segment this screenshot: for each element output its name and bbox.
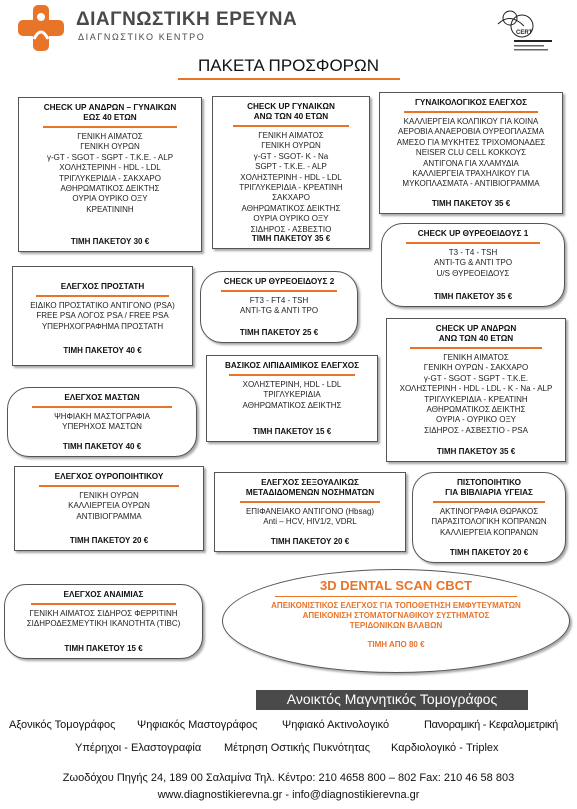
list-item: ΠΑΡΑΣΙΤΟΛΟΓΙΚΗ ΚΟΠΡΑΝΩΝ <box>431 517 547 527</box>
package-title: ΓΥΝΑΙΚΟΛΟΓΙΚΟΣ ΕΛΕΓΧΟΣ <box>414 98 528 107</box>
list-item: γ-GT - SGOT- K - Na <box>253 151 329 161</box>
service-mammography: Ψηφιακός Μαστογράφος <box>137 719 258 731</box>
package-price: ΤΙΜΗ ΠΑΚΕΤΟΥ 20 € <box>449 548 529 557</box>
list-item: ΚΑΛΛΙΕΡΓΕΙΑ ΤΡΑΧΗΛΙΚΟΥ ΓΙΑ <box>412 169 530 179</box>
list-item: ΤΕΡΙΔΟΝΙΚΩΝ ΒΛΑΒΩΝ <box>349 621 443 630</box>
package-thyroid-2 <box>200 271 358 343</box>
package-price: ΤΙΜΗ ΠΑΚΕΤΟΥ 15 € <box>252 427 332 436</box>
package-price: ΤΙΜΗ ΠΑΚΕΤΟΥ 35 € <box>436 447 516 456</box>
list-item: ΑΘΗΡΩΜΑΤΙΚΟΣ ΔΕΙΚΤΗΣ <box>426 405 526 415</box>
list-item: ΚΑΛΛΙΕΡΓΕΙΑ ΚΟΛΠΙΚΟΥ ΓΙΑ ΚΟΙΝΑ <box>403 117 539 126</box>
package-breast <box>7 387 197 457</box>
list-item: ΣΙΔΗΡΟΔΕΣΜΕΥΤΙΚΗ ΙΚΑΝΟΤΗΤΑ (TIBC) <box>26 619 181 629</box>
list-item: γ-GT - SGOT - SGPT - T.K.E. - ALP <box>46 152 174 162</box>
package-items <box>8 412 196 433</box>
list-item: Anti – HCV, HIV1/2, VDRL <box>263 517 357 527</box>
package-price: ΤΙΜΗ ΠΑΚΕΤΟΥ 35 € <box>431 199 511 208</box>
list-item: SGPT - T.K.E. - ALP <box>255 162 327 172</box>
list-item: ΣΑΚΧΑΡΟ <box>272 193 310 203</box>
package-price: ΤΙΜΗ ΠΑΚΕΤΟΥ 35 € <box>433 292 513 301</box>
list-item: ΑΝΤΙΒΙΟΓΡΑΜΜΑ <box>76 511 142 521</box>
list-item: FT3 - FT4 - TSH <box>249 296 309 305</box>
mri-banner-text: Ανοικτός Μαγνητικός Τομογράφος <box>286 691 498 707</box>
list-item: γ-GT - SGOT - SGPT - T.K.E. <box>423 373 529 383</box>
list-item: ΟΥΡΙΑ ΟΥΡΙΚΟ ΟΞΥ <box>253 214 329 224</box>
footer-web-email-link[interactable]: www.diagnostikierevna.gr - info@diagnostikierevna.gr <box>157 789 420 801</box>
package-gynecological <box>379 92 563 214</box>
package-price: ΤΙΜΗ ΠΑΚΕΤΟΥ 20 € <box>270 537 350 546</box>
list-item: ΣΙΔΗΡΟΣ - ΑΣΒΕΣΤΙΟ - PSA <box>424 425 528 435</box>
list-item: ΓΕΝΙΚΗ ΟΥΡΩΝ <box>80 142 140 152</box>
package-title: ΕΛΕΓΧΟΣ ΣΕΞΟΥΑΛΙΚΩΣ ΜΕΤΑΔΙΔΟΜΕΝΩΝ ΝΟΣΗΜΑΤΩΝ <box>245 478 375 497</box>
package-items <box>201 296 357 317</box>
list-item: ΑΜΕΣΟ ΓΙΑ ΜΥΚΗΤΕΣ ΤΡΙΧΟΜΟΝΑΔΕΣ <box>396 137 546 147</box>
list-item: ΓΕΝΙΚΗ ΟΥΡΩΝ <box>261 141 321 151</box>
package-anemia <box>4 584 203 659</box>
package-price: ΤΙΜΗ ΠΑΚΕΤΟΥ 40 € <box>63 346 142 355</box>
list-item: ΚΑΛΛΙΕΡΓΕΙΑ ΚΟΠΡΑΝΩΝ <box>439 527 539 537</box>
list-item: ΓΕΝΙΚΗ ΑΙΜΑΤΟΣ ΣΙΔΗΡΟΣ ΦΕΡΡΙΤΙΝΗ <box>29 609 178 618</box>
service-bone-density: Μέτρηση Οστικής Πυκνότητας <box>224 742 371 754</box>
cert-badge <box>484 4 564 56</box>
list-item: NEISER CLU CELL ΚΟΚΚΟΥΣ <box>415 148 527 158</box>
service-xray: Ψηφιακό Ακτινολογικό <box>282 719 390 731</box>
package-items <box>413 507 565 538</box>
service-cardiology: Καρδιολογικό - Triplex <box>391 742 499 754</box>
package-items <box>5 609 202 630</box>
footer-address: Ζωοδόχου Πηγής 24, 189 00 Σαλαμίνα Τηλ. Κέντρο: 210 4658 800 – 802 Fax: 210 46 58 803 <box>62 772 515 784</box>
package-checkup-men-over-40 <box>386 318 566 462</box>
list-item: ΓΕΝΙΚΗ ΑΙΜΑΤΟΣ <box>443 353 509 362</box>
package-basic-lipid <box>206 355 378 442</box>
package-items <box>213 131 369 235</box>
package-items <box>19 132 201 215</box>
list-item: ΟΥΡΙΑ - ΟΥΡΙΚΟ ΟΞΥ <box>435 415 516 425</box>
page-title: ΠΑΚΕΤΑ ΠΡΟΣΦΟΡΩΝ <box>198 56 379 75</box>
list-item: ΤΡΙΓΛΥΚΕΡΙΔΙΑ - ΣΑΚΧΑΡΟ <box>59 173 161 183</box>
package-items <box>207 380 377 411</box>
package-title: ΕΛΕΓΧΟΣ ΑΝΑΙΜΙΑΣ <box>63 590 144 599</box>
list-item: U/S ΘΥΡΕΟΕΙΔΟΥΣ <box>436 268 510 278</box>
list-item: ΕΠΙΦΑΝΕΙΑΚΟ ΑΝΤΙΓΟΝΟ (Hbsag) <box>245 507 375 516</box>
package-items <box>15 491 203 522</box>
service-ultrasound: Υπέρηχοι - Ελαστογραφία <box>75 742 202 754</box>
package-title: ΕΛΕΓΧΟΣ ΜΑΣΤΩΝ <box>64 393 140 402</box>
list-item: ΑΚΤΙΝΟΓΡΑΦΙΑ ΘΩΡΑΚΟΣ <box>439 507 539 516</box>
dental-scan-offer <box>222 569 570 673</box>
brand-name: ΔΙΑΓΝΩΣΤΙΚΗ ΕΡΕΥΝΑ <box>76 9 298 30</box>
package-price: ΤΙΜΗ ΠΑΚΕΤΟΥ 20 € <box>69 536 149 545</box>
list-item: ΓΕΝΙΚΗ ΟΥΡΩΝ - ΣΑΚΧΑΡΟ <box>423 363 529 373</box>
brand-subtitle: ΔΙΑΓΝΩΣΤΙΚΟ ΚΕΝΤΡΟ <box>78 32 206 42</box>
service-ct: Αξονικός Τομογράφος <box>9 719 116 731</box>
package-title: ΕΛΕΓΧΟΣ ΟΥΡΟΠΟΙΗΤΙΚΟΥ <box>54 472 164 481</box>
package-title: ΕΛΕΓΧΟΣ ΠΡΟΣΤΑΤΗ <box>60 282 145 291</box>
cert-label: CERT <box>516 30 533 36</box>
brand-logo <box>16 3 66 53</box>
list-item: ΤΡΙΓΛΥΚΕΡΙΔΙΑ - ΚΡΕΑΤΙΝΗ <box>239 183 343 193</box>
list-item: ΑΘΗΡΩΜΑΤΙΚΟΣ ΔΕΙΚΤΗΣ <box>60 184 160 194</box>
list-item: ΓΕΝΙΚΗ ΑΙΜΑΤΟΣ <box>77 132 143 141</box>
package-title: CHECK UP ΑΝΔΡΩΝ ΑΝΩ ΤΩΝ 40 ΕΤΩΝ <box>435 324 517 343</box>
cross-logo-icon <box>16 3 66 53</box>
package-items <box>380 117 562 190</box>
list-item: ΑΘΗΡΩΜΑΤΙΚΟΣ ΔΕΙΚΤΗΣ <box>242 400 342 410</box>
package-prostate <box>12 266 193 366</box>
package-title: CHECK UP ΘΥΡΕΟΕΙΔΟΥΣ 2 <box>223 277 335 286</box>
package-price: ΤΙΜΗ ΠΑΚΕΤΟΥ 15 € <box>64 644 143 653</box>
list-item: ΑΘΗΡΩΜΑΤΙΚΟΣ ΔΕΙΚΤΗΣ <box>241 203 341 213</box>
list-item: ΑΠΕΙΚΟΝΙΣΤΙΚΟΣ ΕΛΕΓΧΟΣ ΓΙΑ ΤΟΠΟΘΕΤΗΣΗ ΕΜΦΥΤΕΥΜΑΤΩΝ <box>271 601 521 610</box>
list-item: ΑΝΤΙΓΟΝΑ ΓΙΑ ΧΛΑΜΥΔΙΑ <box>423 158 519 168</box>
package-items <box>387 353 565 436</box>
list-item: ΓΕΝΙΚΗ ΟΥΡΩΝ <box>79 491 139 500</box>
package-title: CHECK UP ΘΥΡΕΟΕΙΔΟΥΣ 1 <box>417 229 529 238</box>
dental-lines <box>223 601 569 631</box>
list-item: ΚΑΛΛΙΕΡΓΕΙΑ ΟΥΡΩΝ <box>68 501 150 511</box>
title-underline <box>178 78 400 80</box>
list-item: ANTI-TG & ANTI TPO <box>433 258 513 268</box>
package-thyroid-1 <box>381 223 565 307</box>
package-checkup-women-over-40 <box>212 96 370 249</box>
package-std <box>214 472 406 552</box>
list-item: T3 - T4 - TSH <box>448 248 498 257</box>
package-title: ΒΑΣΙΚΟΣ ΛΙΠΙΔΑΙΜΙΚΟΣ ΕΛΕΓΧΟΣ <box>224 361 360 370</box>
list-item: ΜΥΚΟΠΛΑΣΜΑΤΑ - ΑΝΤΙΒΙΟΓΡΑΜΜΑ <box>402 179 540 189</box>
list-item: ΕΙΔΙΚΟ ΠΡΟΣΤΑΤΙΚΟ ΑΝΤΙΓΟΝΟ (PSA) <box>30 301 175 310</box>
list-item: FREE PSA ΛΟΓΟΣ PSA / FREE PSA <box>36 311 169 321</box>
list-item: ΤΡΙΓΛΥΚΕΡΙΔΙΑ <box>263 390 321 400</box>
dental-price: ΤΙΜΗ ΑΠΟ 80 € <box>367 640 425 649</box>
package-price: ΤΙΜΗ ΠΑΚΕΤΟΥ 30 € <box>70 237 150 246</box>
list-item: ΧΟΛΗΣΤΕΡΙΝΗ - HDL - LDL - K - Na - ALP <box>399 384 553 394</box>
list-item: ΤΡΙΓΛΥΚΕΡΙΔΙΑ - ΚΡΕΑΤΙΝΗ <box>424 394 528 404</box>
service-panoramic: Πανοραμική - Κεφαλομετρική <box>424 719 559 731</box>
list-item: ΥΠΕΡΗΧΟΣ ΜΑΣΤΩΝ <box>62 422 142 432</box>
package-checkup-men-women-under-40 <box>18 97 202 252</box>
list-item: ΓΕΝΙΚΗ ΑΙΜΑΤΟΣ <box>258 131 324 140</box>
package-urinary <box>14 466 204 551</box>
package-price: ΤΙΜΗ ΠΑΚΕΤΟΥ 35 € <box>251 234 331 243</box>
package-health-certificate <box>412 472 566 563</box>
list-item: ΑΕΡΟΒΙΑ ΑΝΑΕΡΟΒΙΑ ΟΥΡΕΟΠΛΑΣΜΑ <box>397 127 545 137</box>
list-item: ΥΠΕΡΗΧΟΓΡΑΦΗΜΑ ΠΡΟΣΤΑΤΗ <box>41 321 164 331</box>
package-items <box>382 248 564 279</box>
package-items <box>215 507 405 528</box>
list-item: ΣΙΔΗΡΟΣ - ΑΣΒΕΣΤΙΟ <box>250 224 332 234</box>
package-items <box>13 301 192 332</box>
package-price: ΤΙΜΗ ΠΑΚΕΤΟΥ 40 € <box>62 442 142 451</box>
list-item: ΧΟΛΗΣΤΕΡΙΝΗ, HDL - LDL <box>242 380 342 389</box>
list-item: ΧΟΛΗΣΤΕΡΙΝΗ - HDL - LDL <box>240 172 342 182</box>
list-item: ΑΠΕΙΚΟΝΙΣΗ ΣΤΟΜΑΤΟΓΝΑΘΙΚΟΥ ΣΥΣΤΗΜΑΤΟΣ <box>302 611 490 620</box>
list-item: ΧΟΛΗΣΤΕΡΙΝΗ - HDL - LDL <box>59 163 161 173</box>
package-price: ΤΙΜΗ ΠΑΚΕΤΟΥ 25 € <box>239 328 319 337</box>
package-title: ΠΙΣΤΟΠΟΙΗΤΙΚΟ ΓΙΑ ΒΙΒΛΙΑΡΙΑ ΥΓΕΙΑΣ <box>445 478 533 497</box>
list-item: ΚΡΕΑΤΙΝΙΝΗ <box>86 204 134 214</box>
list-item: ANTI-TG & ANTI TPO <box>239 306 319 316</box>
list-item: ΟΥΡΙΑ ΟΥΡΙΚΟ ΟΞΥ <box>72 194 148 204</box>
package-title: CHECK UP ΓΥΝΑΙΚΩΝ ΑΝΩ ΤΩΝ 40 ΕΤΩΝ <box>247 102 335 121</box>
package-title: CHECK UP ΑΝΔΡΩΝ – ΓΥΝΑΙΚΩΝ ΕΩΣ 40 ΕΤΩΝ <box>43 103 177 122</box>
dental-title: 3D DENTAL SCAN CBCT <box>320 578 472 593</box>
list-item: ΨΗΦΙΑΚΗ ΜΑΣΤΟΓΡΑΦΙΑ <box>54 412 150 421</box>
